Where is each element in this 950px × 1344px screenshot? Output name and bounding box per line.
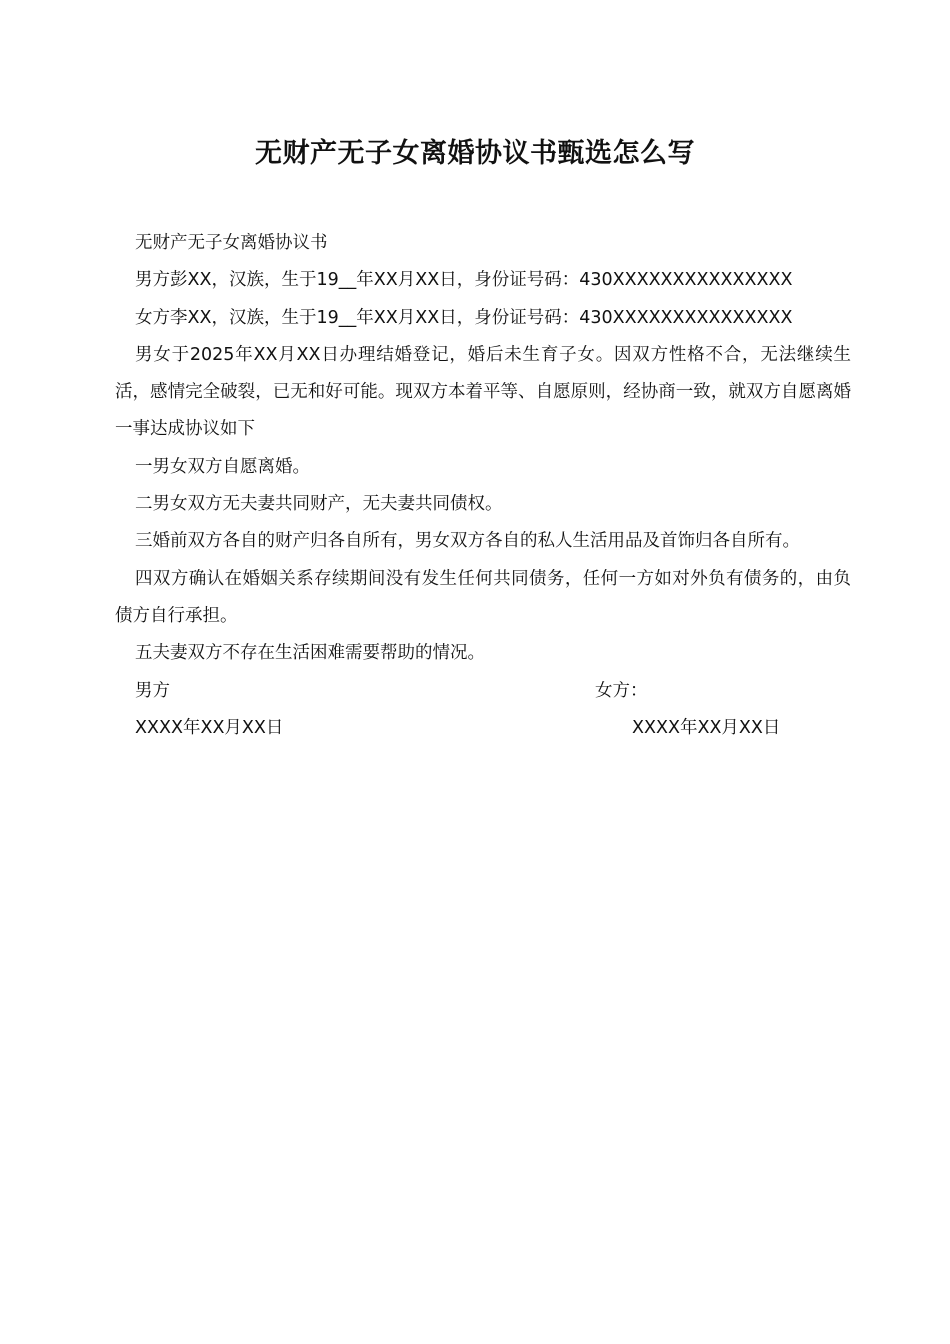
document-title: 无财产无子女离婚协议书甄选怎么写 bbox=[255, 138, 695, 169]
clause-4: 四双方确认在婚姻关系存续期间没有发生任何共同债务，任何一方如对外负有债务的，由负债方自行承担。 bbox=[115, 568, 851, 626]
clause-5: 五夫妻双方不存在生活困难需要帮助的情况。 bbox=[135, 643, 485, 664]
clause-3: 三婚前双方各自的财产归各自所有，男女双方各自的私人生活用品及首饰归各自所有。 bbox=[135, 531, 800, 552]
clause-1: 一男女双方自愿离婚。 bbox=[135, 456, 310, 477]
male-signature-label: 男方 bbox=[135, 680, 170, 701]
document-body bbox=[115, 225, 851, 747]
marriage-background: 男女于2025年XX月XX日办理结婚登记，婚后未生育子女。因双方性格不合，无法继续生活，感情完全破裂，已无和好可能。现双方本着平等、自愿原则，经协商一致，就双方自愿离婚一事达成协议如下 bbox=[115, 344, 851, 440]
female-signature-date: XXXX年XX月XX日 bbox=[632, 717, 781, 738]
clause-2: 二男女双方无夫妻共同财产，无夫妻共同债权。 bbox=[135, 494, 503, 515]
male-party-info: 男方彭XX，汉族，生于19__年XX月XX日，身份证号码：430XXXXXXXXXXXXXXX bbox=[135, 270, 793, 291]
agreement-heading: 无财产无子女离婚协议书 bbox=[135, 233, 328, 253]
date-row bbox=[115, 710, 851, 747]
female-party-info: 女方李XX，汉族，生于19__年XX月XX日，身份证号码：430XXXXXXXXXXXXXXX bbox=[135, 307, 793, 328]
signature-row bbox=[115, 673, 851, 710]
female-signature-label: 女方： bbox=[595, 680, 648, 701]
male-signature-date: XXXX年XX月XX日 bbox=[135, 717, 284, 738]
